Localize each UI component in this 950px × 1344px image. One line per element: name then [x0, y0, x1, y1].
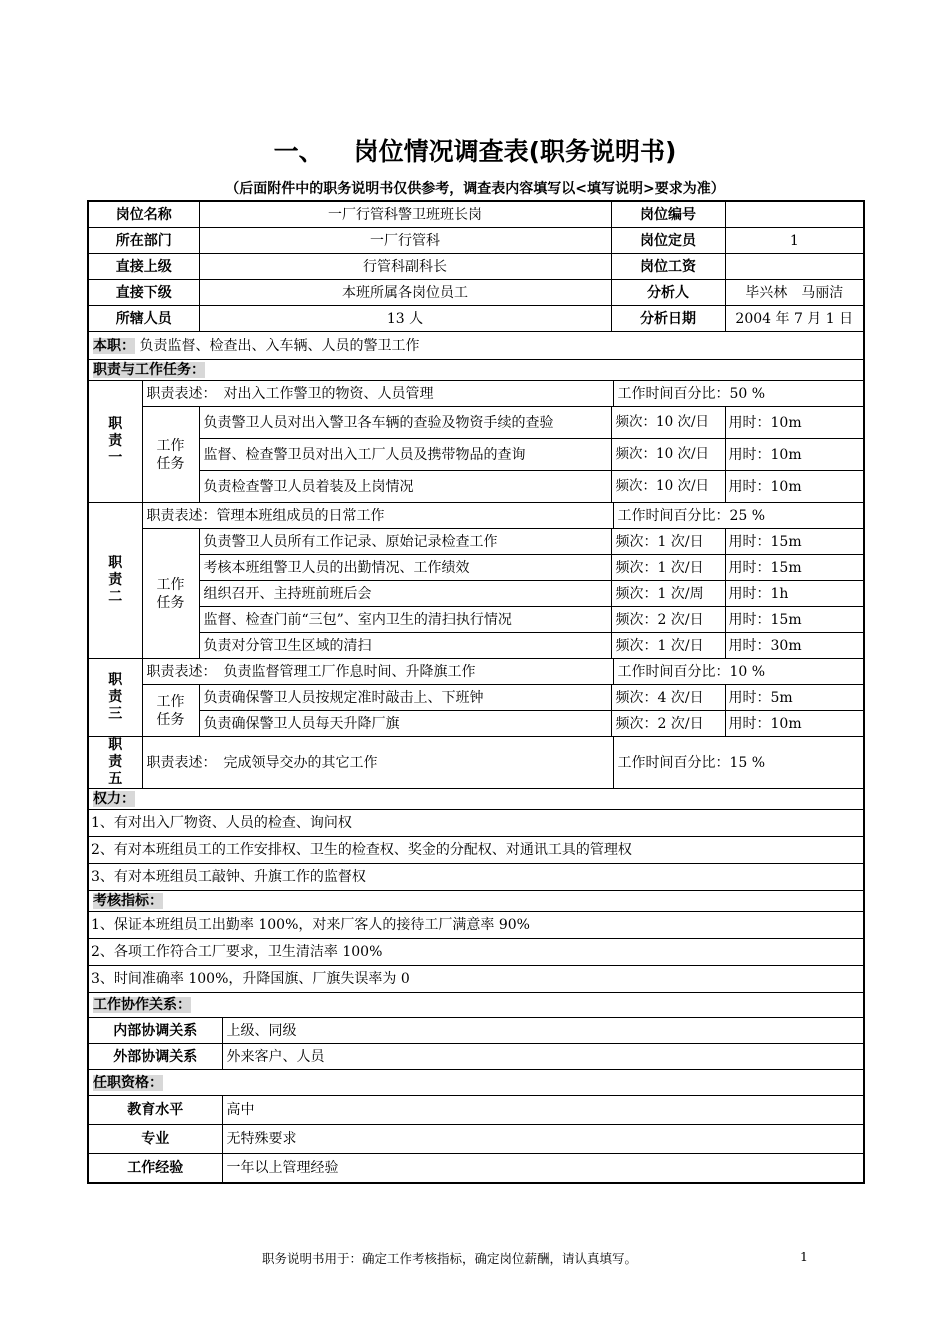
list-item — [88, 912, 864, 939]
relation-label: 内部协调关系 — [88, 1018, 222, 1044]
task-freq: 频次：10 次/日 — [611, 439, 725, 471]
task-freq: 频次：2 次/日 — [611, 607, 725, 633]
qualification-value: 无特殊要求 — [222, 1125, 864, 1154]
duty-main-row — [88, 332, 864, 360]
header-value: 一厂行管科 — [199, 228, 611, 254]
task-freq: 频次：2 次/日 — [611, 711, 725, 737]
list-item-text: 1、保证本班组员工出勤率 100%，对来厂客人的接待工厂满意率 90% — [88, 912, 864, 939]
task-row — [88, 407, 864, 439]
relation-value: 上级、同级 — [222, 1018, 864, 1044]
duty-desc-row — [88, 381, 864, 407]
header-value: 本班所属各岗位员工 — [199, 280, 611, 306]
task-text: 负责确保警卫人员每天升降厂旗 — [199, 711, 611, 737]
header-row — [88, 228, 864, 254]
qualification-row — [88, 1096, 864, 1125]
list-item-text: 2、有对本班组员工的工作安排权、卫生的检查权、奖金的分配权、对通讯工具的管理权 — [88, 837, 864, 864]
duty-main-label: 本职： — [93, 337, 135, 354]
task-time: 用时：10m — [725, 439, 864, 471]
relation-value: 外来客户、人员 — [222, 1044, 864, 1070]
header-value: 2004 年 7 月 1 日 — [725, 306, 864, 332]
section-title: 工作协作关系： — [93, 997, 191, 1013]
section-title: 职责与工作任务： — [93, 362, 205, 378]
section-row — [88, 993, 864, 1018]
task-text: 负责警卫人员所有工作记录、原始记录检查工作 — [199, 529, 611, 555]
task-freq: 频次：10 次/日 — [611, 407, 725, 439]
header-label: 岗位定员 — [611, 228, 725, 254]
task-freq: 频次：4 次/日 — [611, 685, 725, 711]
task-row — [88, 711, 864, 737]
task-label: 工作任务 — [142, 685, 199, 737]
duty-label: 职责二 — [88, 503, 142, 659]
header-label: 所在部门 — [88, 228, 199, 254]
list-item — [88, 939, 864, 966]
duty-label: 职责三 — [88, 659, 142, 737]
header-value — [725, 201, 864, 228]
task-time: 用时：15m — [725, 607, 864, 633]
duty-pct: 工作时间百分比：10 % — [613, 659, 864, 685]
duty-desc-row — [88, 503, 864, 529]
task-time: 用时：5m — [725, 685, 864, 711]
relation-row — [88, 1018, 864, 1044]
header-label: 所辖人员 — [88, 306, 199, 332]
qualification-label: 专业 — [88, 1125, 222, 1154]
header-label: 直接下级 — [88, 280, 199, 306]
duty-desc-row — [88, 737, 864, 789]
task-time: 用时：15m — [725, 529, 864, 555]
task-text: 考核本班组警卫人员的出勤情况、工作绩效 — [199, 555, 611, 581]
task-freq: 频次：10 次/日 — [611, 471, 725, 503]
qualification-label: 教育水平 — [88, 1096, 222, 1125]
duty-desc: 职责表述： 对出入工作警卫的物资、人员管理 — [142, 381, 613, 407]
duty-pct: 工作时间百分比：25 % — [613, 503, 864, 529]
title-number: 一、 — [273, 137, 324, 166]
qualification-row — [88, 1154, 864, 1184]
header-row — [88, 306, 864, 332]
task-text: 监督、检查警卫员对出入工厂人员及携带物品的查询 — [199, 439, 611, 471]
task-text: 负责对分管卫生区域的清扫 — [199, 633, 611, 659]
header-row — [88, 280, 864, 306]
header-value: 行管科副科长 — [199, 254, 611, 280]
header-value: 一厂行管科警卫班班长岗 — [199, 201, 611, 228]
list-item — [88, 810, 864, 837]
duty-label: 职责一 — [88, 381, 142, 503]
job-description-table — [87, 200, 865, 1184]
list-item-text: 2、各项工作符合工厂要求，卫生清洁率 100% — [88, 939, 864, 966]
task-time: 用时：10m — [725, 471, 864, 503]
task-text: 监督、检查门前“三包”、室内卫生的清扫执行情况 — [199, 607, 611, 633]
task-time: 用时：30m — [725, 633, 864, 659]
relation-row — [88, 1044, 864, 1070]
page-title — [0, 132, 950, 168]
task-time: 用时：10m — [725, 711, 864, 737]
footer-text: 职务说明书用于：确定工作考核指标，确定岗位薪酬，请认真填写。 — [262, 1251, 638, 1266]
task-time: 用时：1h — [725, 581, 864, 607]
header-label: 分析人 — [611, 280, 725, 306]
task-row — [88, 555, 864, 581]
header-label: 分析日期 — [611, 306, 725, 332]
task-row — [88, 439, 864, 471]
duty-label: 职责五 — [88, 737, 142, 789]
duty-pct: 工作时间百分比：15 % — [613, 737, 864, 789]
header-value — [725, 254, 864, 280]
title-text: 岗位情况调查表(职务说明书) — [353, 137, 677, 166]
list-item — [88, 864, 864, 891]
header-label: 岗位工资 — [611, 254, 725, 280]
task-freq: 频次：1 次/日 — [611, 555, 725, 581]
task-freq: 频次：1 次/日 — [611, 633, 725, 659]
task-label: 工作任务 — [142, 529, 199, 659]
header-row — [88, 201, 864, 228]
qualification-value: 高中 — [222, 1096, 864, 1125]
header-value: 1 — [725, 228, 864, 254]
task-text: 负责警卫人员对出入警卫各车辆的查验及物资手续的查验 — [199, 407, 611, 439]
section-title: 任职资格： — [93, 1074, 163, 1091]
section-title: 考核指标： — [93, 893, 163, 909]
relation-label: 外部协调关系 — [88, 1044, 222, 1070]
task-time: 用时：15m — [725, 555, 864, 581]
task-row — [88, 633, 864, 659]
section-row — [88, 891, 864, 912]
task-text: 组织召开、主持班前班后会 — [199, 581, 611, 607]
task-time: 用时：10m — [725, 407, 864, 439]
header-label: 直接上级 — [88, 254, 199, 280]
duty-desc: 职责表述： 完成领导交办的其它工作 — [142, 737, 613, 789]
section-row — [88, 789, 864, 810]
qualification-row — [88, 1125, 864, 1154]
duty-desc: 职责表述： 负责监督管理工厂作息时间、升降旗工作 — [142, 659, 613, 685]
task-label: 工作任务 — [142, 407, 199, 503]
page-number: 1 — [800, 1249, 808, 1264]
page-subtitle: （后面附件中的职务说明书仅供参考，调查表内容填写以<填写说明>要求为准） — [225, 181, 725, 197]
section-row — [88, 1070, 864, 1096]
section-row — [88, 360, 864, 381]
qualification-value: 一年以上管理经验 — [222, 1154, 864, 1184]
task-text: 负责检查警卫人员着装及上岗情况 — [199, 471, 611, 503]
header-label: 岗位名称 — [88, 201, 199, 228]
task-row — [88, 471, 864, 503]
qualification-label: 工作经验 — [88, 1154, 222, 1184]
task-row — [88, 581, 864, 607]
header-value: 13 人 — [199, 306, 611, 332]
header-value: 毕兴林 马丽洁 — [725, 280, 864, 306]
duty-pct: 工作时间百分比：50 % — [613, 381, 864, 407]
list-item — [88, 966, 864, 993]
duty-desc: 职责表述：管理本班组成员的日常工作 — [142, 503, 613, 529]
header-label: 岗位编号 — [611, 201, 725, 228]
task-row — [88, 607, 864, 633]
task-row — [88, 685, 864, 711]
list-item-text: 3、时间准确率 100%，升降国旗、厂旗失误率为 0 — [88, 966, 864, 993]
list-item — [88, 837, 864, 864]
list-item-text: 1、有对出入厂物资、人员的检查、询问权 — [88, 810, 864, 837]
duty-desc-row — [88, 659, 864, 685]
duty-main-text: 负责监督、检查出、入车辆、人员的警卫工作 — [139, 337, 420, 354]
task-freq: 频次：1 次/日 — [611, 529, 725, 555]
task-text: 负责确保警卫人员按规定准时敲击上、下班钟 — [199, 685, 611, 711]
header-row — [88, 254, 864, 280]
task-row — [88, 529, 864, 555]
list-item-text: 3、有对本班组员工敲钟、升旗工作的监督权 — [88, 864, 864, 891]
section-title: 权力： — [93, 791, 135, 807]
task-freq: 频次：1 次/周 — [611, 581, 725, 607]
